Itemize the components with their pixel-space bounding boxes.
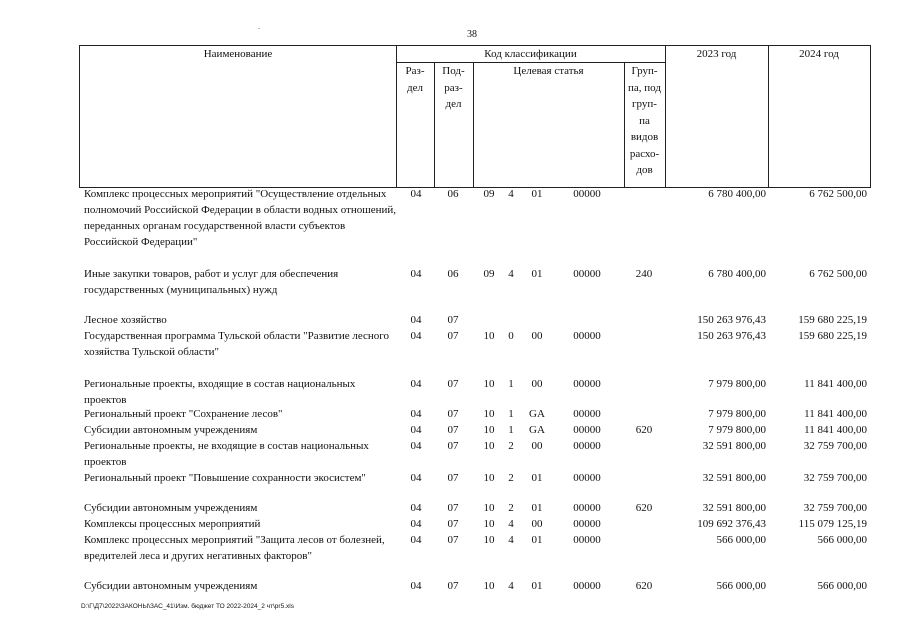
cell-expense-group: 620 xyxy=(635,502,653,514)
column-2024-header: 2024 год xyxy=(799,48,839,60)
cell-razdel: 04 xyxy=(410,502,422,514)
cell-target-type: 4 xyxy=(508,268,514,280)
cell-razdel: 04 xyxy=(410,472,422,484)
column-name-header: Наименование xyxy=(203,48,273,60)
cell-podrazdel: 06 xyxy=(447,268,459,280)
cell-razdel: 04 xyxy=(410,268,422,280)
cell-target-direction: 00000 xyxy=(573,330,601,342)
cell-target-structure: 01 xyxy=(531,534,543,546)
cell-target-direction: 00000 xyxy=(573,424,601,436)
row-name: Субсидии автономным учреждениям xyxy=(84,502,258,514)
cell-target-direction: 00000 xyxy=(573,580,601,592)
row-name: Субсидии автономным учреждениям xyxy=(84,424,258,436)
cell-target-program: 10 xyxy=(483,408,495,420)
row-name: Комплекс процессных мероприятий "Осуществление отдельных полномочий Российской Федерации в области водных отношений, переданных органам государственной власти субъектов Российской Федерации" xyxy=(84,188,397,248)
cell-target-type: 1 xyxy=(508,378,514,390)
row-name: Субсидии автономным учреждениям xyxy=(84,580,258,592)
cell-2024: 115 079 125,19 xyxy=(798,518,867,530)
row-name: Иные закупки товаров, работ и услуг для обеспечения государственных (муниципальных) нужд xyxy=(84,268,339,296)
cell-podrazdel: 07 xyxy=(447,518,459,530)
cell-target-direction: 00000 xyxy=(573,188,601,200)
cell-podrazdel: 07 xyxy=(447,580,459,592)
cell-target-structure: 01 xyxy=(531,268,543,280)
cell-2024: 566 000,00 xyxy=(817,534,867,546)
cell-2024: 159 680 225,19 xyxy=(798,330,867,342)
column-podrazdel-header: Под- раз- дел xyxy=(442,65,465,110)
cell-2023: 7 979 800,00 xyxy=(708,424,766,436)
cell-razdel: 04 xyxy=(410,440,422,452)
cell-target-type: 4 xyxy=(508,534,514,546)
column-target-header: Целевая статья xyxy=(513,65,584,77)
column-code-header: Код классификации xyxy=(484,48,577,60)
row-name: Комплекс процессных мероприятий "Защита лесов от болезней, вредителей леса и других негативных факторов" xyxy=(84,534,385,562)
cell-target-type: 1 xyxy=(508,408,514,420)
cell-target-structure: GA xyxy=(529,408,545,420)
cell-podrazdel: 07 xyxy=(447,314,459,326)
cell-2023: 6 780 400,00 xyxy=(708,268,766,280)
cell-2023: 150 263 976,43 xyxy=(697,314,766,326)
row-name: Региональные проекты, не входящие в состав национальных проектов xyxy=(84,440,369,468)
table-header xyxy=(79,45,871,188)
cell-2023: 32 591 800,00 xyxy=(702,440,766,452)
page-number: 38 xyxy=(467,29,477,40)
cell-razdel: 04 xyxy=(410,314,422,326)
cell-podrazdel: 07 xyxy=(447,408,459,420)
cell-target-program: 10 xyxy=(483,502,495,514)
cell-razdel: 04 xyxy=(410,518,422,530)
cell-2023: 32 591 800,00 xyxy=(702,472,766,484)
cell-target-direction: 00000 xyxy=(573,408,601,420)
cell-razdel: 04 xyxy=(410,424,422,436)
cell-2023: 7 979 800,00 xyxy=(708,378,766,390)
row-name: Региональные проекты, входящие в состав национальных проектов xyxy=(84,378,356,406)
cell-target-direction: 00000 xyxy=(573,268,601,280)
cell-expense-group: 620 xyxy=(635,580,653,592)
cell-2024: 6 762 500,00 xyxy=(809,268,867,280)
cell-2023: 109 692 376,43 xyxy=(697,518,766,530)
row-name: Региональный проект "Сохранение лесов" xyxy=(84,408,283,420)
cell-target-structure: 01 xyxy=(531,502,543,514)
cell-target-type: 0 xyxy=(508,330,514,342)
cell-target-program: 10 xyxy=(483,440,495,452)
column-razdel-header: Раз- дел xyxy=(405,65,425,94)
cell-target-structure: GA xyxy=(529,424,545,436)
column-2023-header: 2023 год xyxy=(696,48,737,60)
cell-target-structure: 01 xyxy=(531,188,543,200)
cell-podrazdel: 07 xyxy=(447,534,459,546)
cell-2024: 11 841 400,00 xyxy=(804,408,867,420)
cell-target-direction: 00000 xyxy=(573,472,601,484)
cell-target-program: 10 xyxy=(483,330,495,342)
cell-target-structure: 00 xyxy=(531,518,543,530)
cell-target-direction: 00000 xyxy=(573,518,601,530)
cell-2023: 566 000,00 xyxy=(716,580,766,592)
cell-target-type: 4 xyxy=(508,188,514,200)
cell-target-structure: 01 xyxy=(531,472,543,484)
cell-target-program: 10 xyxy=(483,534,495,546)
cell-target-type: 2 xyxy=(508,472,514,484)
cell-target-direction: 00000 xyxy=(573,534,601,546)
cell-2024: 6 762 500,00 xyxy=(809,188,867,200)
cell-2024: 11 841 400,00 xyxy=(804,424,867,436)
file-path-footer: D:\Г\Д7\2022\ЗАКОНЫ\ЗАС_41\Изм. бюджет ТО 2022-2024_2 чт\pr5.xls xyxy=(81,603,294,610)
cell-razdel: 04 xyxy=(410,534,422,546)
cell-target-direction: 00000 xyxy=(573,502,601,514)
cell-razdel: 04 xyxy=(410,378,422,390)
cell-razdel: 04 xyxy=(410,408,422,420)
cell-target-structure: 00 xyxy=(531,330,543,342)
cell-podrazdel: 07 xyxy=(447,330,459,342)
cell-target-program: 10 xyxy=(483,580,495,592)
cell-target-structure: 01 xyxy=(531,580,543,592)
row-name: Комплексы процессных мероприятий xyxy=(84,518,261,530)
cell-target-type: 2 xyxy=(508,440,514,452)
cell-target-program: 09 xyxy=(483,188,495,200)
cell-target-structure: 00 xyxy=(531,378,543,390)
row-name: Региональный проект "Повышение сохранности экосистем" xyxy=(84,472,366,484)
cell-target-structure: 00 xyxy=(531,440,543,452)
cell-2024: 32 759 700,00 xyxy=(803,502,867,514)
cell-2023: 32 591 800,00 xyxy=(702,502,766,514)
cell-expense-group: 620 xyxy=(635,424,653,436)
cell-2023: 7 979 800,00 xyxy=(708,408,766,420)
cell-target-direction: 00000 xyxy=(573,378,601,390)
cell-target-type: 4 xyxy=(508,518,514,530)
scan-mark: . xyxy=(258,22,260,31)
cell-razdel: 04 xyxy=(410,330,422,342)
cell-target-program: 10 xyxy=(483,472,495,484)
cell-target-program: 10 xyxy=(483,424,495,436)
cell-podrazdel: 07 xyxy=(447,502,459,514)
cell-2024: 11 841 400,00 xyxy=(804,378,867,390)
cell-podrazdel: 07 xyxy=(447,378,459,390)
cell-podrazdel: 07 xyxy=(447,472,459,484)
cell-2023: 566 000,00 xyxy=(716,534,766,546)
cell-target-direction: 00000 xyxy=(573,440,601,452)
row-name: Лесное хозяйство xyxy=(84,314,167,326)
cell-target-program: 09 xyxy=(483,268,495,280)
cell-expense-group: 240 xyxy=(635,268,653,280)
cell-2023: 150 263 976,43 xyxy=(697,330,766,342)
cell-razdel: 04 xyxy=(410,580,422,592)
cell-target-program: 10 xyxy=(483,518,495,530)
cell-target-type: 1 xyxy=(508,424,514,436)
cell-target-type: 2 xyxy=(508,502,514,514)
cell-2024: 566 000,00 xyxy=(817,580,867,592)
cell-target-program: 10 xyxy=(483,378,495,390)
cell-razdel: 04 xyxy=(410,188,422,200)
cell-2024: 32 759 700,00 xyxy=(803,440,867,452)
cell-podrazdel: 07 xyxy=(447,424,459,436)
column-group-header: Груп- па, под груп- па видов расхо- дов xyxy=(628,65,661,176)
cell-podrazdel: 06 xyxy=(447,188,459,200)
cell-2023: 6 780 400,00 xyxy=(708,188,766,200)
cell-2024: 32 759 700,00 xyxy=(803,472,867,484)
cell-2024: 159 680 225,19 xyxy=(798,314,867,326)
cell-target-type: 4 xyxy=(508,580,514,592)
row-name: Государственная программа Тульской области "Развитие лесного хозяйства Тульской области" xyxy=(84,330,390,358)
cell-podrazdel: 07 xyxy=(447,440,459,452)
